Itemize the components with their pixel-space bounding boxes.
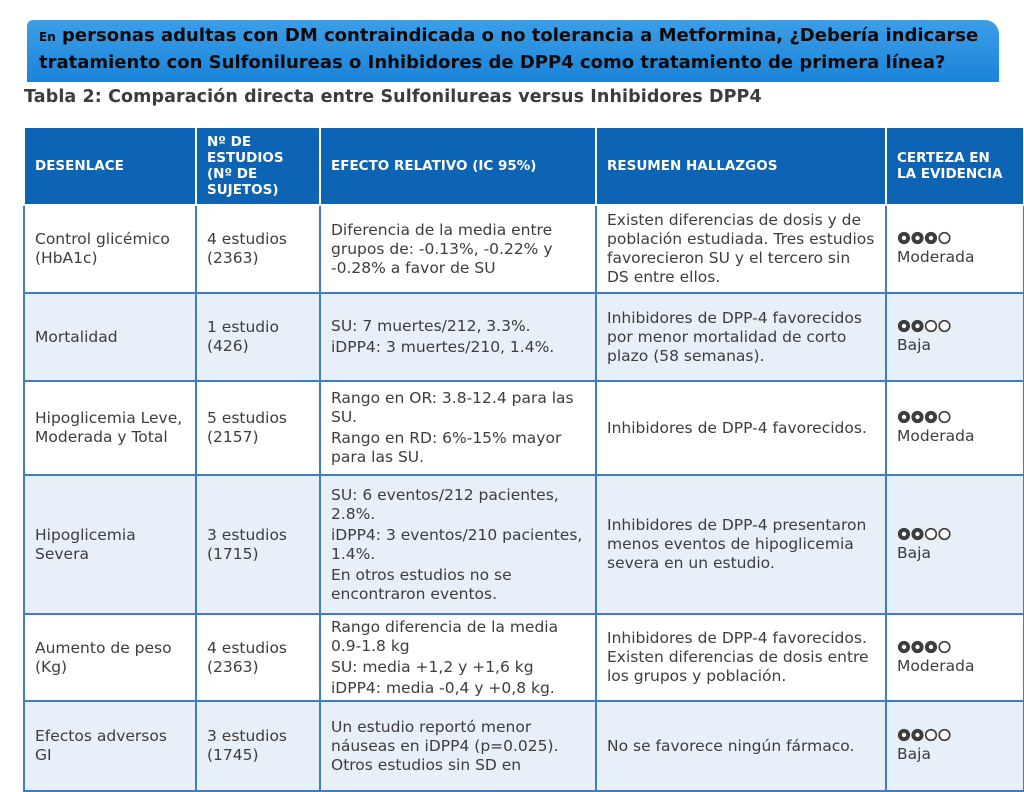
- certainty-moderate-icon: [897, 410, 1013, 424]
- cell-outcome: Mortalidad: [24, 293, 196, 381]
- cell-summary: No se favorece ningún fármaco.: [596, 701, 886, 791]
- cell-summary: Existen diferencias de dosis y de población estudiada. Tres estudios favorecieron SU y el tercero sin DS entre ellos.: [596, 205, 886, 293]
- effect-line: En otros estudios no se encontraron eventos.: [331, 565, 512, 603]
- table-row: [24, 381, 1024, 475]
- cell-outcome: Hipoglicemia Leve, Moderada y Total: [24, 381, 196, 475]
- table-row: [24, 293, 1024, 381]
- effect-line: iDPP4: 3 eventos/210 pacientes, 1.4%.: [331, 525, 583, 563]
- question-banner: [27, 20, 999, 82]
- cell-studies: 4 estudios (2363): [196, 205, 320, 293]
- cell-outcome: Control glicémico (HbA1c): [24, 205, 196, 293]
- effect-line: Un estudio reportó menor náuseas en iDPP4 (p=0.025). Otros estudios sin SD en: [331, 717, 559, 774]
- certainty-label: Moderada: [897, 656, 975, 675]
- table-title: Tabla 2: Comparación directa entre Sulfonilureas versus Inhibidores DPP4: [24, 87, 762, 107]
- cell-studies: 5 estudios (2157): [196, 381, 320, 475]
- cell-outcome: Efectos adversos GI: [24, 701, 196, 791]
- table-row: [24, 614, 1024, 701]
- cell-certainty: [886, 205, 1024, 293]
- cell-summary: Inhibidores de DPP-4 favorecidos. Existen diferencias de dosis entre los grupos y población.: [596, 614, 886, 701]
- cell-effect: [320, 614, 596, 701]
- cell-effect: [320, 293, 596, 381]
- cell-studies: 1 estudio (426): [196, 293, 320, 381]
- banner-question: personas adultas con DM contraindicada o no tolerancia a Metformina, ¿Debería indicarse tratamiento con Sulfonilureas o Inhibidores de DPP4 como tratamiento de primera línea?: [39, 25, 979, 73]
- effect-line: Rango diferencia de la media 0.9-1.8 kg: [331, 617, 559, 655]
- certainty-label: Baja: [897, 745, 931, 763]
- cell-studies: 3 estudios (1715): [196, 475, 320, 614]
- table-row: [24, 701, 1024, 791]
- effect-line: SU: media +1,2 y +1,6 kg: [331, 657, 534, 676]
- banner-prefix: En: [39, 30, 56, 44]
- cell-effect: [320, 381, 596, 475]
- header-certainty: CERTEZA EN LA EVIDENCIA: [886, 127, 1024, 205]
- cell-effect: [320, 205, 596, 293]
- certainty-moderate-icon: [897, 640, 1013, 654]
- cell-effect: [320, 701, 596, 791]
- table-row: [24, 475, 1024, 614]
- header-outcome: DESENLACE: [24, 127, 196, 205]
- effect-line: Rango en RD: 6%-15% mayor para las SU.: [331, 429, 562, 466]
- effect-line: Diferencia de la media entre grupos de: -0.13%, -0.22% y -0.28% a favor de SU: [331, 220, 553, 277]
- cell-summary: Inhibidores de DPP-4 presentaron menos eventos de hipoglicemia severa en un estudio.: [596, 475, 886, 614]
- cell-summary: Inhibidores de DPP-4 favorecidos.: [596, 381, 886, 475]
- comparison-table: [23, 126, 1024, 792]
- certainty-moderate-icon: [897, 231, 1013, 245]
- cell-certainty: [886, 701, 1024, 791]
- cell-outcome: Hipoglicemia Severa: [24, 475, 196, 614]
- header-effect: EFECTO RELATIVO (IC 95%): [320, 127, 596, 205]
- cell-outcome: Aumento de peso (Kg): [24, 614, 196, 701]
- cell-studies: 3 estudios (1745): [196, 701, 320, 791]
- cell-certainty: [886, 293, 1024, 381]
- certainty-label: Moderada: [897, 248, 975, 266]
- table-row: [24, 205, 1024, 293]
- header-summary: RESUMEN HALLAZGOS: [596, 127, 886, 205]
- cell-certainty: [886, 381, 1024, 475]
- certainty-low-icon: [897, 527, 1013, 541]
- cell-certainty: [886, 475, 1024, 614]
- effect-line: SU: 7 muertes/212, 3.3%.: [331, 317, 531, 335]
- certainty-label: Baja: [897, 336, 931, 354]
- certainty-low-icon: [897, 728, 1013, 742]
- header-studies: Nº DE ESTUDIOS (Nº DE SUJETOS): [196, 127, 320, 205]
- certainty-label: Moderada: [897, 427, 975, 445]
- cell-certainty: [886, 614, 1024, 701]
- effect-line: iDPP4: media -0,4 y +0,8 kg.: [331, 678, 555, 697]
- cell-studies: 4 estudios (2363): [196, 614, 320, 701]
- effect-line: Rango en OR: 3.8-12.4 para las SU.: [331, 389, 574, 426]
- effect-line: SU: 6 eventos/212 pacientes, 2.8%.: [331, 485, 559, 523]
- effect-line: iDPP4: 3 muertes/210, 1.4%.: [331, 338, 555, 356]
- cell-summary: Inhibidores de DPP-4 favorecidos por menor mortalidad de corto plazo (58 semanas).: [596, 293, 886, 381]
- cell-effect: [320, 475, 596, 614]
- certainty-label: Baja: [897, 543, 931, 562]
- certainty-low-icon: [897, 319, 1013, 333]
- table-header-row: [24, 127, 1024, 205]
